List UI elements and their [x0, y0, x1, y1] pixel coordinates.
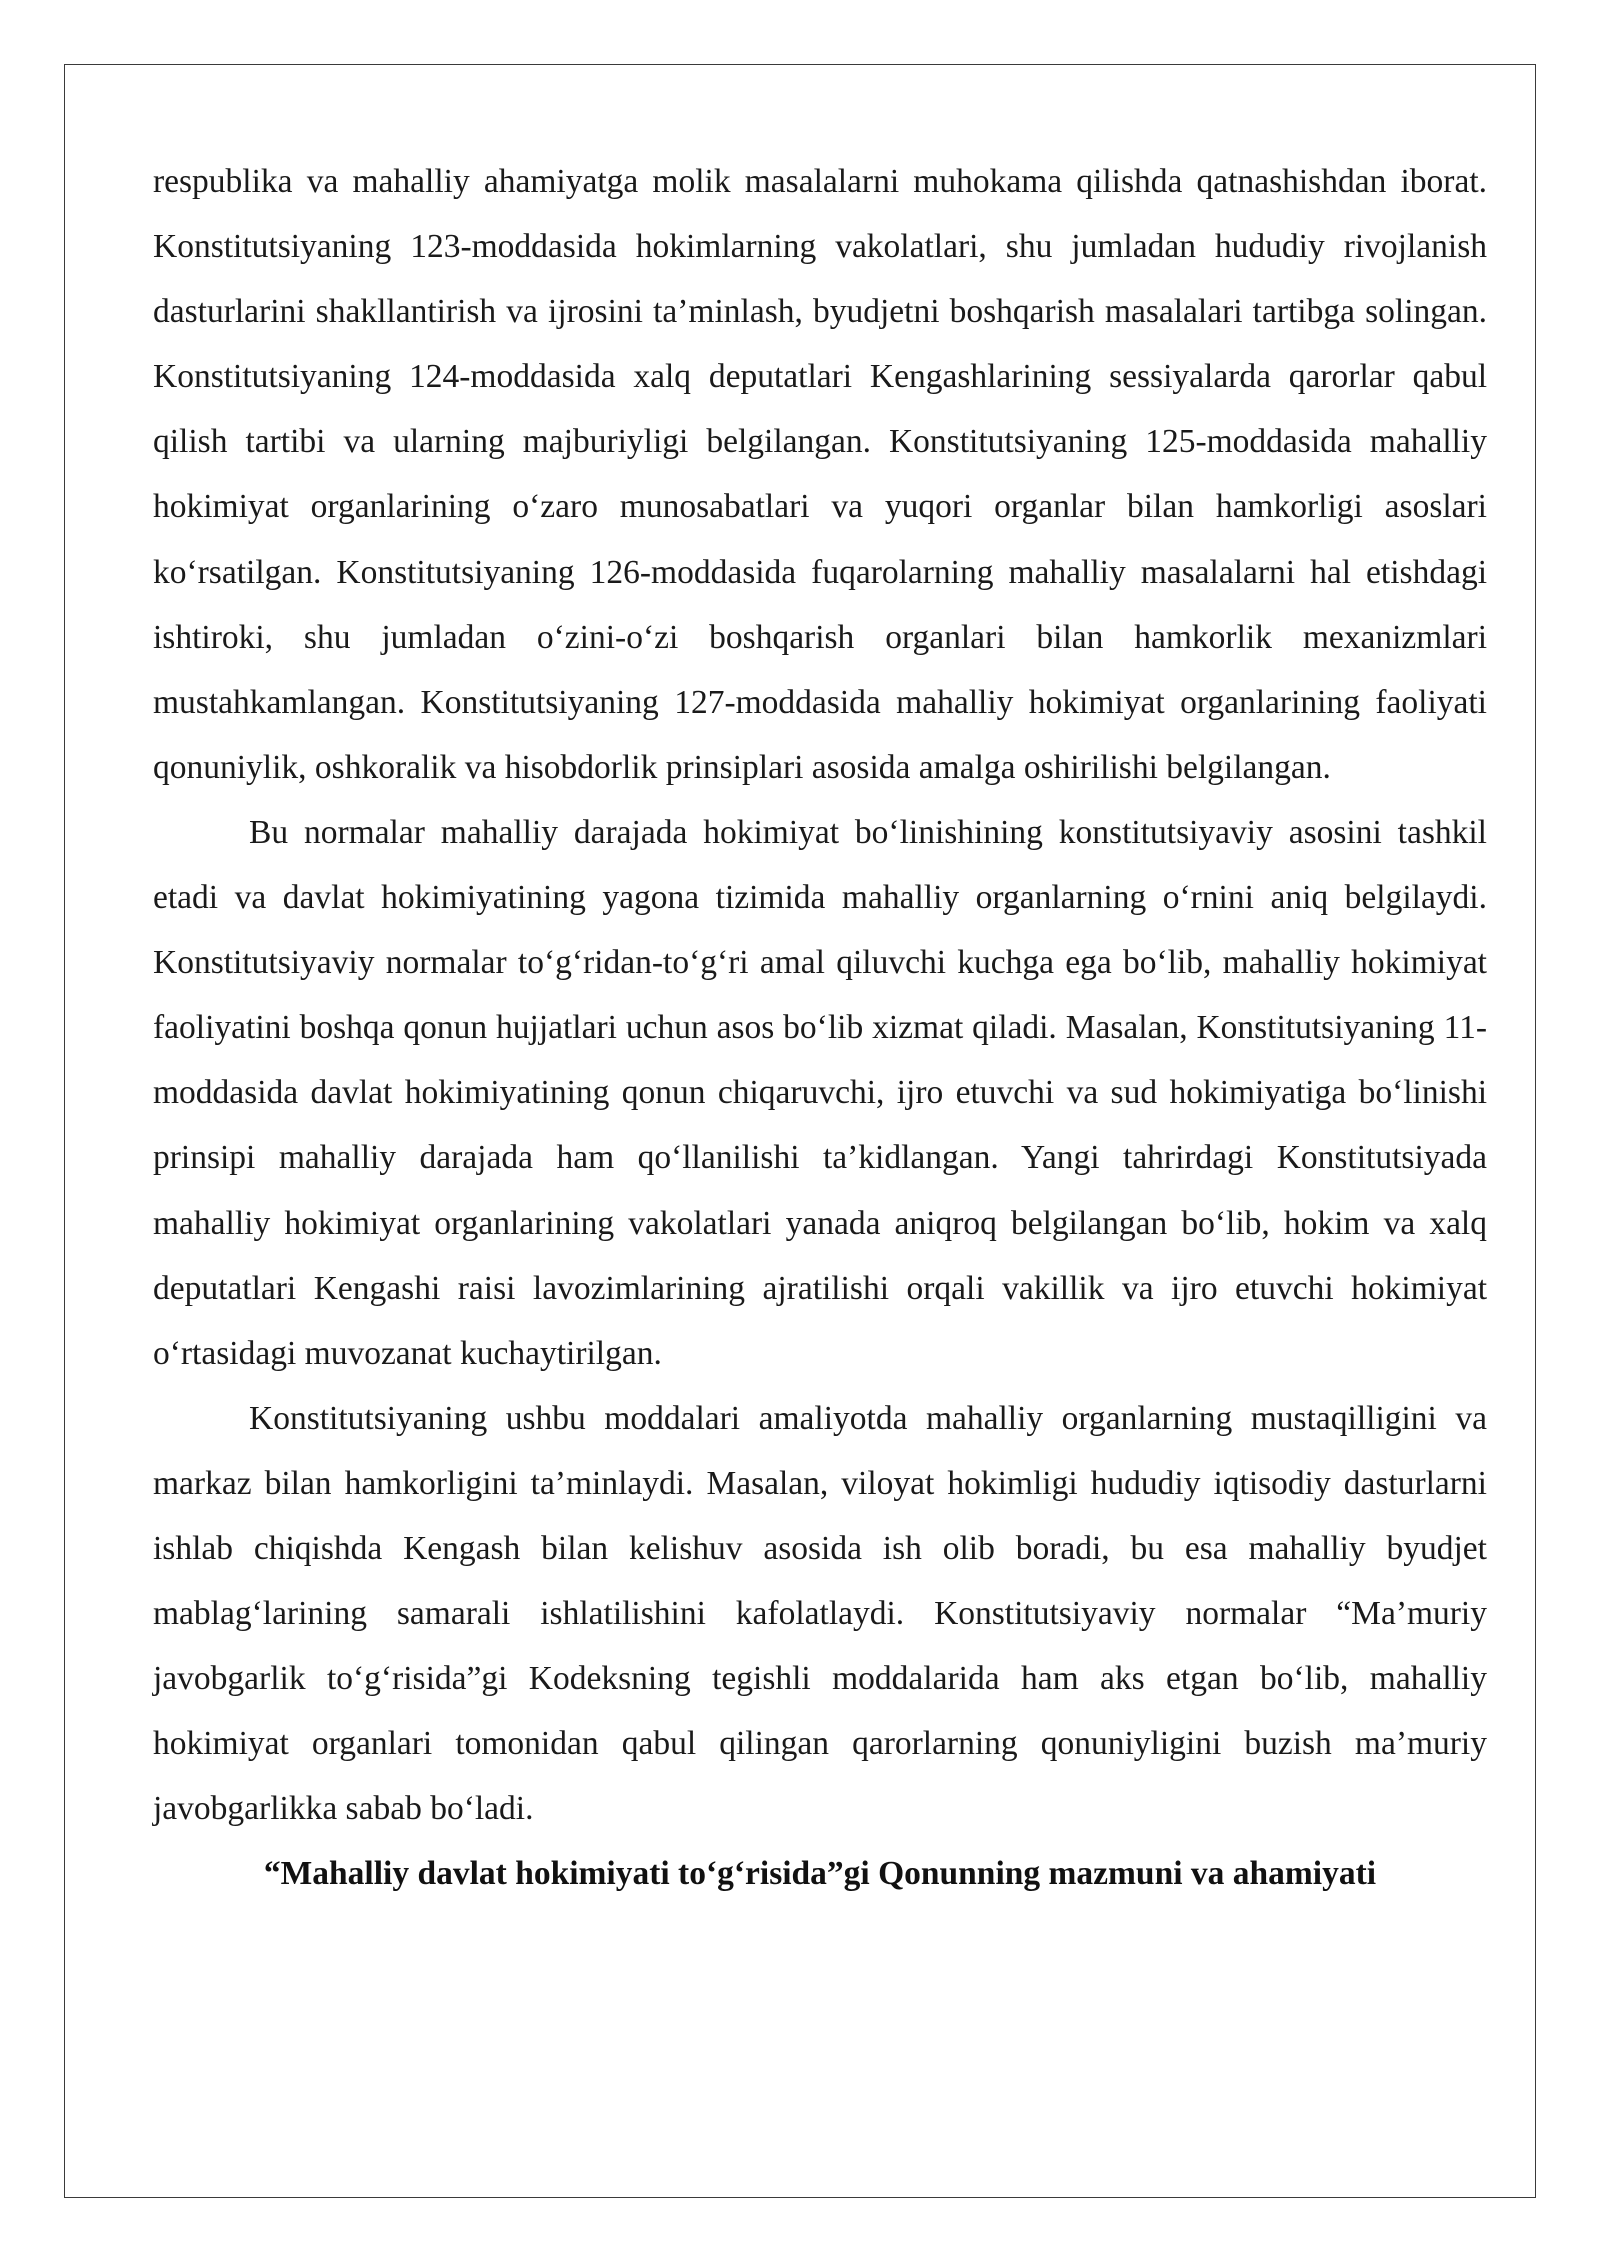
- paragraph-continued-constitution-articles: respublika va mahalliy ahamiyatga molik masalalarni muhokama qilishda qatnashishdan iborat. Konstitutsiyaning 123-moddasida hokimlarning vakolatlari, shu jumladan hududiy rivojlanish dasturlarini shakllantirish va ijrosini ta’minlash, byudjetni boshqarish masalalari tartibga solingan. Konstitutsiyaning 124-moddasida xalq deputatlari Kengashlarining sessiyalarda qarorlar qabul qilish tartibi va ularning majburiyligi belgilangan. Konstitutsiyaning 125-moddasida mahalliy hokimiyat organlarining o‘zaro munosabatlari va yuqori organlar bilan hamkorligi asoslari ko‘rsatilgan. Konstitutsiyaning 126-moddasida fuqarolarning mahalliy masalalarni hal etishdagi ishtiroki, shu jumladan o‘zini-o‘zi boshqarish organlari bilan hamkorlik mexanizmlari mustahkamlangan. Konstitutsiyaning 127-moddasida mahalliy hokimiyat organlarining faoliyati qonuniylik, oshkoralik va hisobdorlik prinsiplari asosida amalga oshirilishi belgilangan.: [153, 163, 1487, 786]
- document-body: [153, 149, 1487, 1907]
- section-heading: “Mahalliy davlat hokimiyati to‘g‘risida”gi Qonunning mazmuni va ahamiyati: [263, 1855, 1377, 1893]
- paragraph-power-separation: Bu normalar mahalliy darajada hokimiyat bo‘linishining konstitutsiyaviy asosini tashkil etadi va davlat hokimiyatining yagona tizimida mahalliy organlarning o‘rnini aniq belgilaydi. Konstitutsiyaviy normalar to‘g‘ridan-to‘g‘ri amal qiluvchi kuchga ega bo‘lib, mahalliy hokimiyat faoliyatini boshqa qonun hujjatlari uchun asos bo‘lib xizmat qiladi. Masalan, Konstitutsiyaning 11-moddasida davlat hokimiyatining qonun chiqaruvchi, ijro etuvchi va sud hokimiyatiga bo‘linishi prinsipi mahalliy darajada ham qo‘llanilishi ta’kidlangan. Yangi tahrirdagi Konstitutsiyada mahalliy hokimiyat organlarining vakolatlari yanada aniqroq belgilangan bo‘lib, hokim va xalq deputatlari Kengashi raisi lavozimlarining ajratilishi orqali vakillik va ijro etuvchi hokimiyat o‘rtasidagi muvozanat kuchaytirilgan.: [153, 813, 1487, 1372]
- paragraph-practical-application: Konstitutsiyaning ushbu moddalari amaliyotda mahalliy organlarning mustaqilligini va markaz bilan hamkorligini ta’minlaydi. Masalan, viloyat hokimligi hududiy iqtisodiy dasturlarni ishlab chiqishda Kengash bilan kelishuv asosida ish olib boradi, bu esa mahalliy byudjet mablag‘larining samarali ishlatilishini kafolatlaydi. Konstitutsiyaviy normalar “Ma’muriy javobgarlik to‘g‘risida”gi Kodeksning tegishli moddalarida ham aks etgan bo‘lib, mahalliy hokimiyat organlari tomonidan qabul qilingan qarorlarning qonuniyligini buzish ma’muriy javobgarlikka sabab bo‘ladi.: [153, 1399, 1487, 1828]
